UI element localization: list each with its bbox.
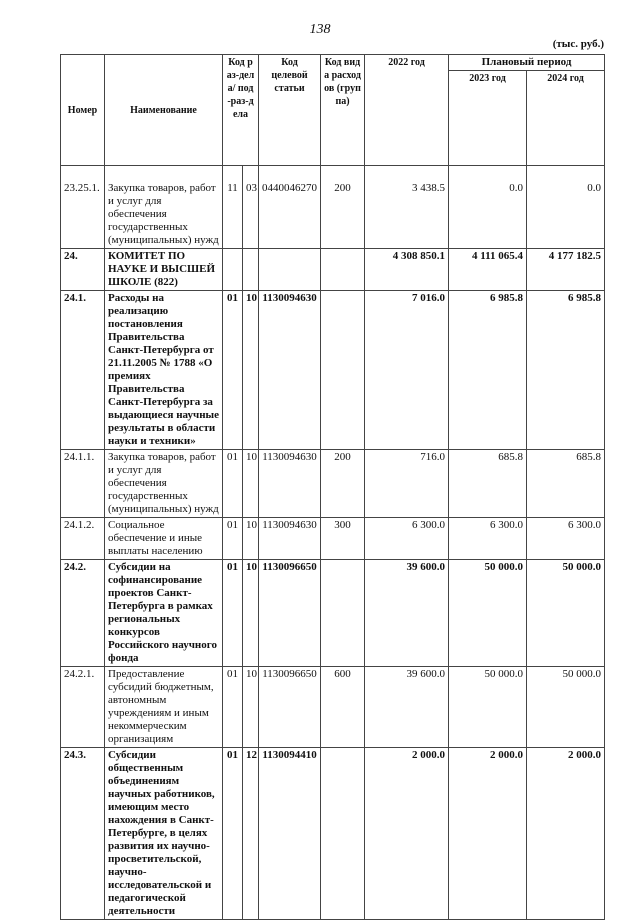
table-row (61, 560, 605, 667)
header-section: Код раз-дела/ под-раз-дела (223, 55, 259, 166)
row-target (259, 249, 321, 291)
row-expense-type: 600 (321, 667, 365, 748)
row-amount-2022: 39 600.0 (365, 667, 449, 748)
table-row (61, 450, 605, 518)
row-section: 01 (223, 667, 243, 748)
row-amount-2024: 685.8 (527, 450, 605, 518)
row-section (223, 249, 243, 291)
page-number: 138 (309, 22, 331, 37)
header-2024: 2024 год (527, 71, 605, 166)
row-target: 1130096650 (259, 560, 321, 667)
row-target: 1130096650 (259, 667, 321, 748)
units-label: (тыс. руб.) (552, 38, 604, 50)
row-section: 11 (223, 166, 243, 249)
row-amount-2022: 3 438.5 (365, 166, 449, 249)
row-number: 24.2.1. (61, 667, 105, 748)
row-amount-2023: 6 985.8 (449, 291, 527, 450)
row-section: 01 (223, 518, 243, 560)
row-amount-2023: 50 000.0 (449, 560, 527, 667)
row-amount-2023: 4 111 065.4 (449, 249, 527, 291)
table-row (61, 667, 605, 748)
row-number: 24.1.2. (61, 518, 105, 560)
header-number: Номер (61, 55, 105, 166)
row-amount-2024: 2 000.0 (527, 748, 605, 920)
row-section: 01 (223, 748, 243, 920)
row-name: Предоставление субсидий бюджетным, автономным учреждениям и иным некоммерческим организациям (105, 667, 223, 748)
row-name: Закупка товаров, работ и услуг для обеспечения государственных (муниципальных) нужд (105, 450, 223, 518)
header-2023: 2023 год (449, 71, 527, 166)
row-target: 1130094410 (259, 748, 321, 920)
row-amount-2024: 0.0 (527, 166, 605, 249)
row-amount-2023: 0.0 (449, 166, 527, 249)
row-subsection (243, 249, 259, 291)
row-expense-type: 200 (321, 450, 365, 518)
row-number: 23.25.1. (61, 166, 105, 249)
row-amount-2022: 6 300.0 (365, 518, 449, 560)
row-target: 0440046270 (259, 166, 321, 249)
header-2022: 2022 год (365, 55, 449, 166)
row-section: 01 (223, 450, 243, 518)
row-subsection: 10 (243, 518, 259, 560)
row-amount-2022: 39 600.0 (365, 560, 449, 667)
table-row (61, 291, 605, 450)
row-amount-2022: 2 000.0 (365, 748, 449, 920)
row-amount-2022: 716.0 (365, 450, 449, 518)
table-row (61, 166, 605, 249)
row-name: Субсидии общественным объединениям научных работников, имеющим место нахождения в Санкт-Петербурге, в целях развития их научно-просветительской, научно-исследовательской и педагогической деятельности (105, 748, 223, 920)
row-name: КОМИТЕТ ПО НАУКЕ И ВЫСШЕЙ ШКОЛЕ (822) (105, 249, 223, 291)
row-amount-2023: 685.8 (449, 450, 527, 518)
header-planning-period: Плановый период (449, 55, 605, 71)
row-section: 01 (223, 560, 243, 667)
row-number: 24.3. (61, 748, 105, 920)
header-target: Код целевой статьи (259, 55, 321, 166)
row-expense-type (321, 560, 365, 667)
table-row (61, 748, 605, 920)
row-subsection: 10 (243, 450, 259, 518)
row-subsection: 10 (243, 291, 259, 450)
row-amount-2022: 4 308 850.1 (365, 249, 449, 291)
row-amount-2024: 6 300.0 (527, 518, 605, 560)
row-target: 1130094630 (259, 450, 321, 518)
row-amount-2023: 50 000.0 (449, 667, 527, 748)
row-amount-2024: 50 000.0 (527, 667, 605, 748)
row-name: Расходы на реализацию постановления Правительства Санкт-Петербурга от 21.11.2005 № 1788 «О премиях Правительства Санкт-Петербурга за выдающиеся научные результаты в области науки и техники» (105, 291, 223, 450)
budget-table (60, 54, 605, 920)
header-expense-type: Код вида расходов (группа) (321, 55, 365, 166)
row-amount-2024: 50 000.0 (527, 560, 605, 667)
row-subsection: 03 (243, 166, 259, 249)
row-number: 24. (61, 249, 105, 291)
row-amount-2024: 6 985.8 (527, 291, 605, 450)
row-target: 1130094630 (259, 291, 321, 450)
row-expense-type: 300 (321, 518, 365, 560)
row-amount-2022: 7 016.0 (365, 291, 449, 450)
row-target: 1130094630 (259, 518, 321, 560)
row-expense-type: 200 (321, 166, 365, 249)
row-section: 01 (223, 291, 243, 450)
row-subsection: 10 (243, 560, 259, 667)
row-expense-type (321, 249, 365, 291)
row-amount-2023: 2 000.0 (449, 748, 527, 920)
table-row (61, 518, 605, 560)
row-expense-type (321, 748, 365, 920)
row-expense-type (321, 291, 365, 450)
row-subsection: 10 (243, 667, 259, 748)
row-name: Субсидии на софинансирование проектов Санкт-Петербурга в рамках региональных конкурсов Российского научного фонда (105, 560, 223, 667)
row-number: 24.1.1. (61, 450, 105, 518)
table-row (61, 249, 605, 291)
row-name: Закупка товаров, работ и услуг для обеспечения государственных (муниципальных) нужд (105, 166, 223, 249)
header-name: Наименование (105, 55, 223, 166)
row-amount-2024: 4 177 182.5 (527, 249, 605, 291)
row-number: 24.1. (61, 291, 105, 450)
row-subsection: 12 (243, 748, 259, 920)
row-number: 24.2. (61, 560, 105, 667)
row-amount-2023: 6 300.0 (449, 518, 527, 560)
row-name: Социальное обеспечение и иные выплаты населению (105, 518, 223, 560)
